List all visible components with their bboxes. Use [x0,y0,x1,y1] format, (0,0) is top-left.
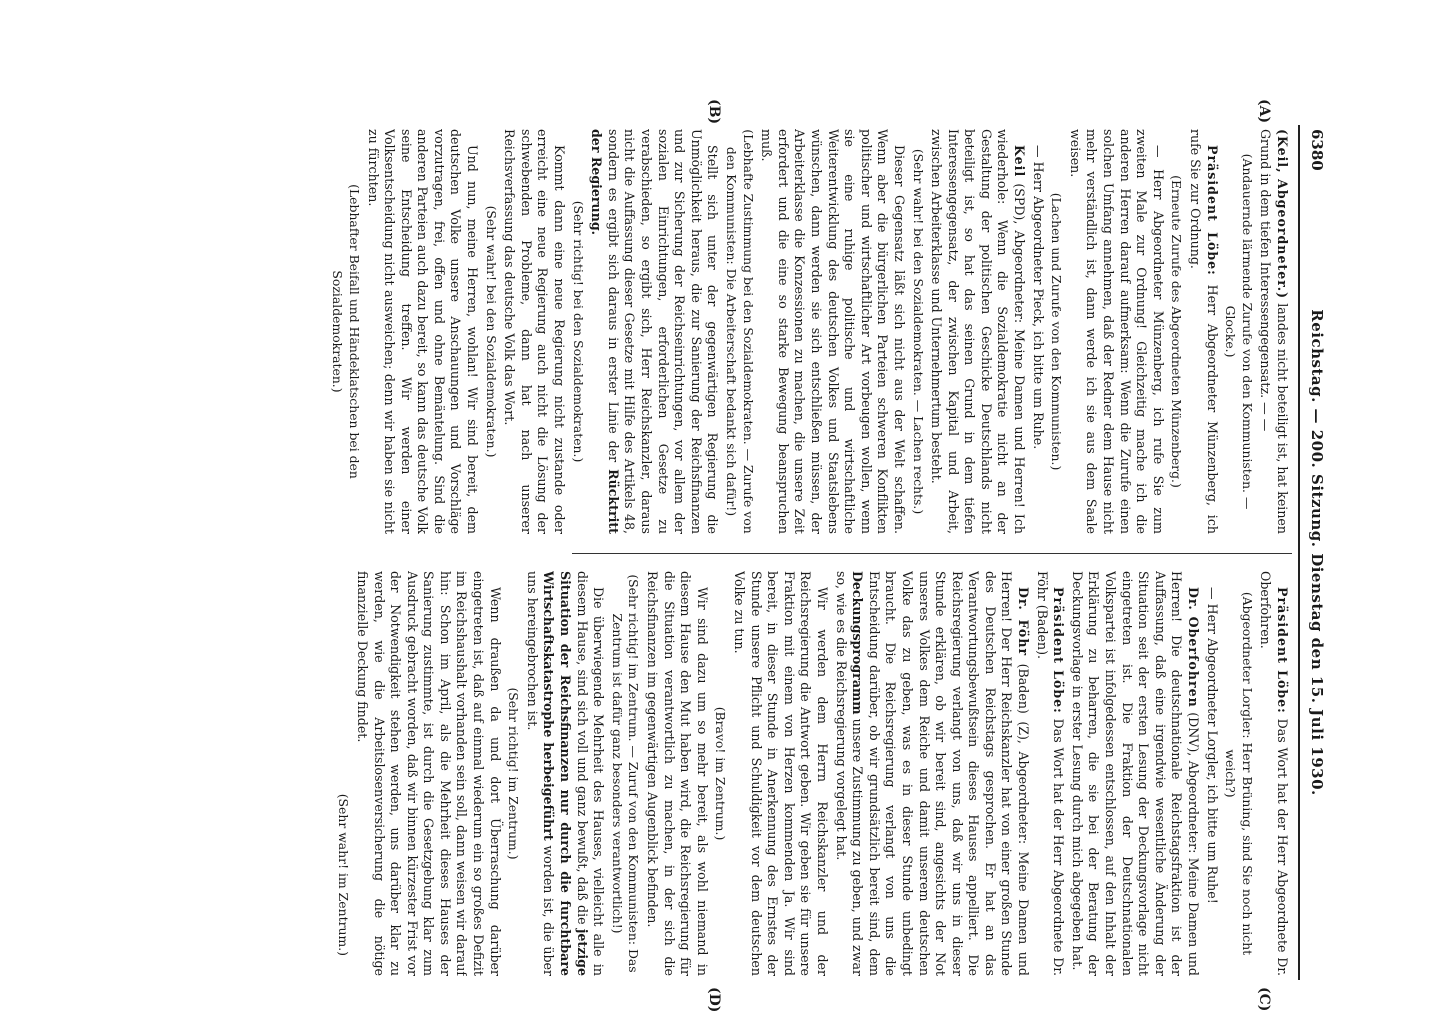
speech-paragraph [588,129,721,534]
speech-paragraph [1186,129,1219,534]
paragraph-text: Wir sind dazu um so mehr bereit, als wohl niemand in diesem Hause den Mut haben wird, die Reichsregierung für die Situation verantwortlich zu machen, in der sich die Reichsfinanzen im gegenwärtigen Augenblick befinden. [645,571,710,976]
remark-text: (Lachen und Zurufe von den Kommunisten.) [1049,192,1065,471]
paragraph-text: landes nicht beteiligt ist, hat keinen Grund in dem tiefen Interessengegensatz. — — [1258,129,1290,534]
interjection-remark [1222,571,1255,976]
speech-paragraph [1068,571,1201,976]
emphasis-text: Rücktritt der Regierung. [589,129,621,534]
paragraph-text-continued: worden ist, die über uns hereingebrochen ist. [524,571,557,976]
running-title: Reichstag. — 200. Sitzung. Dienstag den 15. Juli 1930. [1308,309,1326,796]
paragraph-text: (DNV), Abgeordneter: Meine Damen und Herren! Die deutschnationale Reichstagsfraktion ist der Auffassung, daß eine irgendwie wesentliche Änderung der Situation seit der ersten Lesung der Deckungsvorlage nicht eingetreten ist. Die Fraktion der Deutschnationalen Volkspartei ist infolgedessen entschlossen, auf den Inhalt der Erklärung zu beharren, die sie bei der Beratung der Deckungsvorlage in erster Lesung durch mich abgegeben hat. [1069,571,1202,976]
margin-mark-c: (C) [1256,987,1272,1012]
column-divider [572,553,1292,554]
remark-text: (Erneute Zurufe des Abgeordneten Münzenberg.) [1169,175,1185,488]
paragraph-text: Stellt sich unter der gegenwärtigen Regierung die Unmöglichkeit heraus, die zur Sanierung der Reichsfinanzen und zur Sicherung der Reichseinrichtungen, vor allem der sozialen Einrichtungen, erforderlichen Gesetze zu verabschieden, so ergibt sich, Herr Reichskanzler, daraus nicht die Auffassung dieser Gesetze mit Hilfe des Artikels 48, sondern es ergibt sich daraus in erster Linie der [605,129,721,534]
remark-text: (Sehr wahr! im Zentrum.) [336,793,352,956]
speech-paragraph [501,129,567,534]
paragraph-text: Wenn draußen da und dort Überraschung darüber eingetreten ist, daß auf einmal wiederum ein so großes Defizit im Reichshaushalt vorhanden sein soll, dann weisen wir darauf hin: Schon im April, als die Mehrheit dieses Hauses der Sanierung zustimmte, ist durch die Gesetzgebung klar zum Ausdruck gebracht worden, daß wir binnen kürzester Frist vor der Notwendigkeit stehen werden, uns darüber klar zu werden, wie die Arbeitslosenversicherung die nötige finanzielle Deckung findet. [354,571,503,976]
interjection-remark [1168,129,1185,534]
left-column [0,129,1290,534]
paragraph-text: Herr Abgeordneter Münzenberg, ich rufe Sie zur Ordnung. [1188,129,1220,534]
page-number: 6380 [1308,129,1326,171]
interjection-remark [909,129,926,534]
speaker-name: Keil [1012,145,1028,178]
margin-mark-d: (D) [706,987,722,1012]
speaker-name: Dr. Oberfohren [1186,587,1202,708]
remark-text: (Sehr wahr! bei den Sozialdemokraten.) [483,205,499,458]
interjection-remark [608,571,641,976]
speech-paragraph [523,571,606,976]
speech-paragraph [1203,571,1220,976]
interjection-remark [1222,129,1255,534]
speaker-name: Präsident Löbe: [1051,587,1067,714]
remark-text: (Sehr wahr! bei den Sozialdemokraten. — Lachen rechts.) [910,148,926,515]
margin-mark-a: (A) [1256,99,1272,124]
page-header [1298,125,1328,980]
remark-text: (Sehr richtig! im Zentrum.) [506,687,522,860]
speech-paragraph [758,129,907,534]
remark-text: (Lebhafte Zustimmung bei den Sozialdemokraten. — Zurufe von den Kommunisten: Die Arbeiterschaft bedankt sich dafür!) [724,129,756,534]
remark-text: (Abgeordneter Lorgler: Herr Brüning, sind Sie noch nicht weich?) [1223,591,1255,956]
speaker-name: Dr. Föhr [1016,587,1032,657]
speech-paragraph [364,129,480,534]
interjection-remark [329,129,362,534]
paragraph-text: Und nun, meine Herren, wohlan! Wir sind bereit, dem deutschen Volke unsere Anschauungen und Vorschläge vorzutragen, frei, offen und ohne Bemäntelung. Sind die anderen Parteien auch dazu bereit, so kann das deutsche Volk seine Entscheidung treffen. Wir werden einer Volksentscheidung nicht ausweichen; denn wir haben sie nicht zu fürchten. [365,129,481,534]
interjection-remark [722,129,755,534]
speaker-name: (Keil, Abgeordneter.) [1275,129,1290,300]
paragraph-text: — Herr Abgeordneter Pieck, ich bitte um Ruhe. [1030,145,1046,450]
remark-text: (Lebhafter Beifall und Händeklatschen bei den Sozialdemokraten.) [330,184,362,479]
speech-paragraph [1066,129,1166,534]
interjection-remark [482,129,499,534]
paragraph-text-continued: unsere Zustimmung zu geben, und zwar so, wie es die Reichsregierung vorgelegt hat. [833,571,866,976]
remark-text: (Andauernde lärmende Zurufe von den Kommunisten. — Glocke.) [1223,153,1255,510]
speaker-name: Präsident Löbe: [1275,587,1290,714]
interjection-remark [505,571,522,976]
paragraph-text: Das Wort hat der Herr Abgeordnete Dr. Oberfohren. [1258,571,1290,976]
interjection-remark [712,571,729,976]
paragraph-text: Die überwiegende Mehrheit des Hauses, vielleicht alle in diesem Hause, sind sich voll und ganz bewußt, daß die [574,571,607,976]
header-rule [1298,125,1300,980]
paragraph-text: (Baden) (Z), Abgeordneter: Meine Damen und Herren! Der Herr Reichskanzler hat von einer großen Stunde des Deutschen Reichstags gesprochen. Er hat an das Verantwortungsbewußtsein dieses Hauses appelliert. Die Reichsregierung verlangt von uns, daß wir uns in dieser Stunde erklären, ob wir bereit sind, angesichts der Not unseres Volkes dem Reiche und damit unserem deutschen Volke das zu geben, was es in dieser Stunde unbedingt braucht. Die Reichsregierung verlangt von uns die Entscheidung darüber, ob wir grundsätzlich bereit sind, dem [866,571,1032,976]
page-content [0,99,1328,1012]
margin-mark-b: (B) [706,99,722,125]
speaker-name: Präsident Löbe: [1204,145,1220,276]
paragraph-text: (SPD), Abgeordneter: Meine Damen und Herren! Ich wiederhole: Wenn die Sozialdemokratie nicht an der Gestaltung der politischen Geschicke Deutschlands nicht beteiligt ist, so hat das seinen Grund in dem tiefen Interessengegensatz, der zwischen Kapital und Arbeit, zwischen Arbeiterklasse und Unternehmertum besteht. [929,129,1028,534]
paragraph-text: — Herr Abgeordneter Lorgler, ich bitte um Ruhe! [1204,587,1220,904]
speech-paragraph [1029,129,1046,534]
interjection-remark [569,129,586,534]
emphasis-text: Deckungsprogramm [850,571,866,715]
paragraph-text: — Herr Abgeordneter Münzenberg, ich rufe Sie zum zweiten Male zur Ordnung! Gleichzeitig mache ich die anderen Herren darauf aufmerksam: Wenn die Zurufe einen solchen Umfang annehmen, daß der Redner dem Hause nicht mehr verständlich ist, dann werde ich sie aus dem Saale weisen. [1067,129,1166,534]
interjection-remark [1048,129,1065,534]
interjection-remark [335,571,352,976]
speech-paragraph [643,571,709,976]
paragraph-text: Wir werden dem Herrn Reichskanzler und der Reichsregierung die Antwort geben. Wir geben sie für unsere Fraktion mit einem von Herzen kommenden Ja. Wir sind bereit, in dieser Stunde in Anerkennung des Ernstes der Stunde unsere Pflicht und Schuldigkeit vor dem deutschen Volke zu tun. [732,571,830,976]
speech-paragraph [1033,571,1066,976]
right-column [0,571,1290,976]
paragraph-text: Das Wort hat der Herr Abgeordnete Dr. Föhr (Baden). [1034,571,1067,976]
speech-paragraph [928,129,1028,534]
remark-text: (Sehr richtig! bei den Sozialdemokraten.) [570,200,586,463]
remark-text: (Bravo! im Zentrum.) [713,706,729,841]
speech-paragraph [832,571,1031,976]
paragraph-text: Kommt dann eine neue Regierung nicht zustande oder erreicht eine neue Regierung auch nicht die Lösung der schwebenden Probleme, dann hat nach unserer Reichsverfassung das deutsche Volk das Wort. [502,129,568,534]
paragraph-text: Dieser Gegensatz läßt sich nicht aus der Welt schaffen. Wenn aber die bürgerlichen Parteien schweren Konflikten politischer und wirtschaftlicher Art vorbeugen wollen, wenn sie eine ruhige politische und wirtschaftliche Weiterentwicklung des deutschen Volkes und Staatslebens wünschen, dann werden sie sich entschließen müssen, der Arbeiterklasse die Konzessionen zu machen, die unsere Zeit erfordert und die eine so starke Bewegung beanspruchen muß. [759,129,907,534]
speech-paragraph [730,571,830,976]
speech-paragraph [1257,571,1290,976]
emphasis-text: jetzige Situation der Reichsfinanzen nur durch die furchtbare Wirtschaftskatastrophe herbeigeführt [541,571,590,976]
remark-text: (Sehr richtig! im Zentrum. — Zuruf von den Kommunisten: Das Zentrum ist dafür ganz besonders verantwortlich!) [609,574,642,973]
speech-paragraph [1257,129,1290,534]
speech-paragraph [353,571,502,976]
